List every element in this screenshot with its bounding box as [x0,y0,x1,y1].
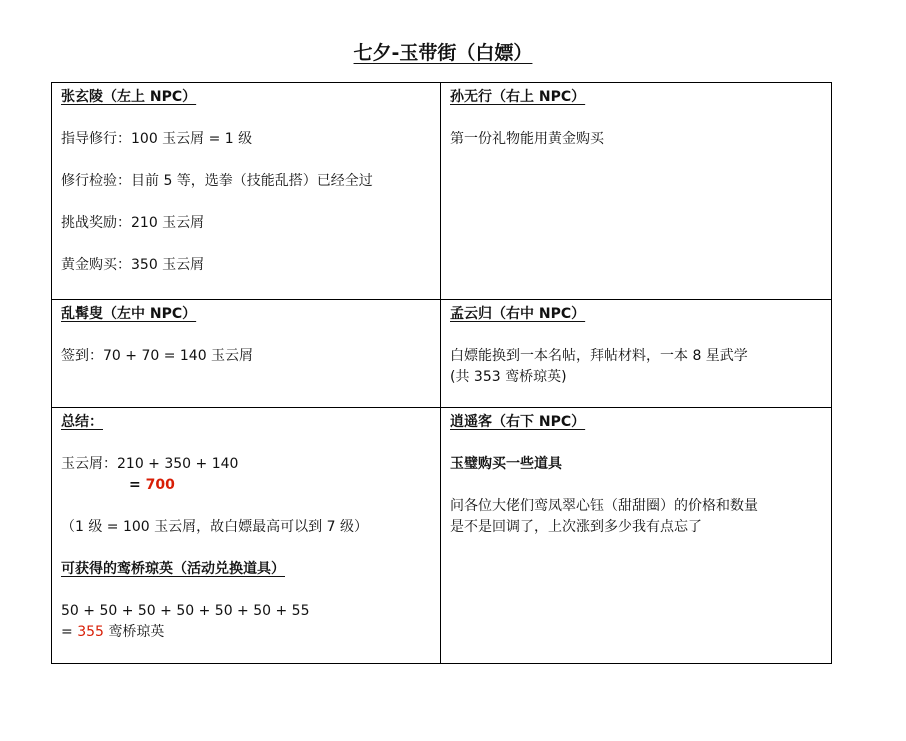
spacer [61,192,431,213]
text-line: 黄金购买：350 玉云屑 [61,257,205,273]
text-line: 第一份礼物能用黄金购买 [450,131,604,147]
spacer [61,538,431,559]
text-line: 白嫖能换到一本名帖，拜帖材料，一本 8 星武学 [450,348,748,364]
npc-heading-bottom-right: 逍遥客（右下 NPC） [450,414,586,430]
npc-heading-top-left: 张玄陵（左上 NPC） [61,89,197,105]
text-line: 指导修行：100 玉云屑 = 1 级 [61,131,253,147]
equals-sign: = [129,477,146,493]
spacer [61,325,431,346]
total2-unit: 鸾桥琼英 [103,624,165,640]
spacer [450,475,822,496]
text-line: 是不是回调了，上次涨到多少我有点忘了 [450,519,702,535]
cell-bottom-right [441,408,832,664]
total2-value: 355 [77,624,104,640]
total-value: 700 [145,477,175,493]
cell-top-left [52,83,441,300]
table-row [52,408,832,664]
cell-mid-left [52,300,441,408]
page-title [0,38,886,65]
page-title-text: 七夕-玉带街（白嫖） [353,42,533,64]
sum-result [61,475,431,496]
cell-top-right [441,83,832,300]
table-row [52,300,832,408]
npc-heading-top-right: 孙无行（右上 NPC） [450,89,586,105]
sum2-line: 50 + 50 + 50 + 50 + 50 + 50 + 55 [61,603,310,619]
spacer [450,325,822,346]
bottom-right-subheading: 玉璧购买一些道具 [450,456,562,472]
spacer [61,496,431,517]
text-line: 签到：70 + 70 = 140 玉云屑 [61,348,254,364]
spacer [61,108,431,129]
summary-heading: 总结： [61,414,103,430]
spacer [61,150,431,171]
spacer [450,433,822,454]
spacer [61,234,431,255]
note-line: （1 级 = 100 玉云屑，故白嫖最高可以到 7 级） [61,519,368,535]
text-line: 修行检验：目前 5 等，选拳（技能乱搭）已经全过 [61,173,373,189]
npc-heading-mid-left: 乱髯叟（左中 NPC） [61,306,197,322]
table-row [52,83,832,300]
sum-line: 玉云屑：210 + 350 + 140 [61,456,239,472]
spacer [61,433,431,454]
cell-mid-right [441,300,832,408]
npc-heading-mid-right: 孟云归（右中 NPC） [450,306,586,322]
cell-bottom-left [52,408,441,664]
sum2-result [61,622,431,643]
text-line: 问各位大佬们鸾凤翠心钰（甜甜圈）的价格和数量 [450,498,758,514]
text-line: 挑战奖励：210 玉云屑 [61,215,205,231]
spacer [450,108,822,129]
text-line: (共 353 鸾桥琼英) [450,369,567,385]
equals-sign: = [61,624,78,640]
exchange-subheading: 可获得的鸾桥琼英（活动兑换道具） [61,561,285,577]
npc-table [51,82,832,664]
spacer [61,580,431,601]
